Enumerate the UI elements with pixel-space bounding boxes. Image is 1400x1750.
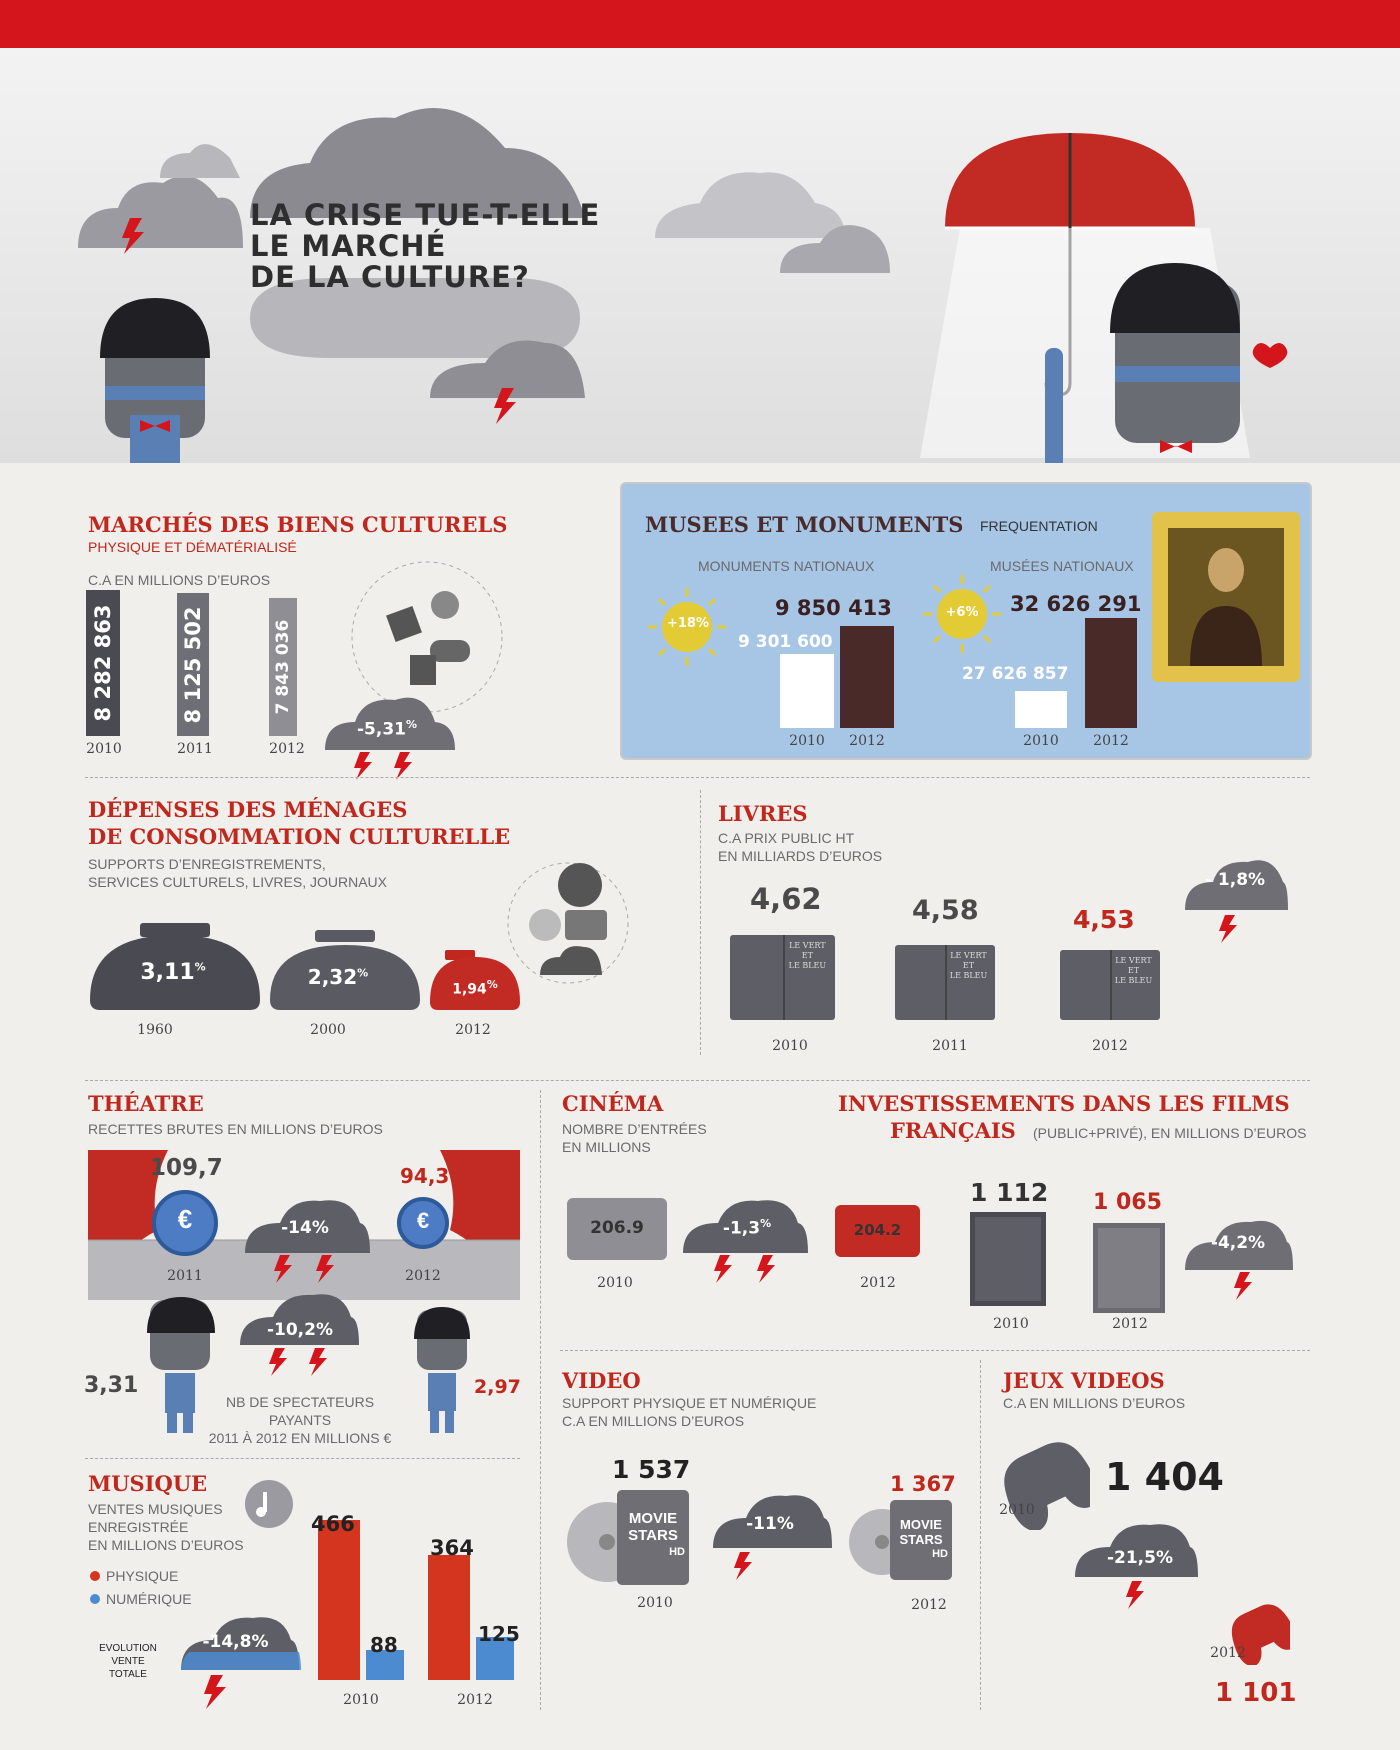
theatre-change-cloud (240, 1195, 370, 1290)
theatre-value-2011: 109,7 (150, 1155, 223, 1181)
main-title-line-3: DE LA CULTURE? (250, 260, 530, 294)
main-title-line-2: LE MARCHÉ (250, 229, 447, 263)
biens-bar-label: 8 125 502 (181, 606, 205, 723)
euro-icon-2011: € (177, 1204, 193, 1234)
musique-year-2012: 2012 (457, 1692, 493, 1708)
divider-vertical-1 (700, 790, 701, 1055)
depenses-title-2: DE CONSOMMATION CULTURELLE (88, 824, 511, 849)
hero-illustration (0, 48, 1400, 463)
depenses-2012-value: 1,94 (452, 981, 487, 998)
divider-2 (85, 1080, 1310, 1081)
euro-icon-2012: € (416, 1208, 430, 1233)
jeux-value-2012: 1 101 (1215, 1678, 1297, 1708)
biens-change-unit: % (405, 718, 418, 731)
livres-title: LIVRES (718, 801, 808, 826)
jeux-value-2010: 1 404 (1105, 1455, 1224, 1499)
livres-change: - 1,8% (1204, 870, 1266, 890)
musees-bar-2012 (1085, 618, 1137, 728)
records-circle-icons (500, 855, 630, 995)
theatre-value-2012: 94,3 (400, 1164, 450, 1188)
cinema-value-2010: 206.9 (590, 1218, 644, 1238)
depenses-2012-unit: % (486, 978, 498, 991)
jeux-change: -21,5% (1106, 1548, 1174, 1568)
depenses-year-2012: 2012 (455, 1022, 491, 1038)
biens-bar-chart (78, 590, 338, 740)
livres-year-2011: 2011 (932, 1038, 968, 1054)
theatre-year-2011: 2011 (167, 1268, 203, 1284)
divider-1 (85, 777, 1310, 778)
video-year-2012: 2012 (911, 1597, 947, 1613)
legend-numerique-marker (90, 1594, 100, 1604)
musees-value-2010: 27 626 857 (962, 664, 1069, 684)
films-year-2010: 2010 (993, 1316, 1029, 1332)
biens-change-value: -5,31 (356, 719, 406, 740)
cassette-icon (565, 910, 607, 940)
musees-subtitle: FREQUENTATION (980, 518, 1098, 534)
film-strip-icon (410, 655, 436, 685)
sad-boy (100, 298, 210, 463)
book-cover-line: LE BLEU (1114, 976, 1153, 985)
films-sub: (PUBLIC+PRIVÉ), EN MILLIONS D’EUROS (1033, 1125, 1307, 1141)
monuments-change: +18% (666, 616, 709, 631)
biens-bar-2012 (269, 598, 297, 736)
book-cover-line: LE VERT (1115, 956, 1152, 965)
depenses-2000-value-wrap (278, 965, 398, 989)
video-box-2010-line3: HD (669, 1546, 685, 1558)
biens-bar-2010 (86, 590, 120, 736)
musique-sub-3: EN MILLIONS D’EUROS (88, 1537, 244, 1553)
musees-change: +6% (945, 605, 979, 620)
biens-subtitle: PHYSIQUE ET DÉMATÉRIALISÉ (88, 539, 297, 555)
cd-icon (529, 909, 561, 941)
livres-book-2010 (730, 935, 835, 1020)
depenses-sub-1: SUPPORTS D’ENREGISTREMENTS, (88, 856, 326, 872)
livres-value-2012: 4,53 (1073, 905, 1135, 934)
films-value-2010: 1 112 (970, 1178, 1049, 1207)
cinema-year-2010: 2010 (597, 1275, 633, 1291)
monuments-bar-2010 (780, 654, 834, 728)
video-sub-2: C.A EN MILLIONS D’EUROS (562, 1413, 745, 1429)
video-change: -11% (746, 1514, 794, 1534)
cinema-change-label (712, 1217, 782, 1239)
musique-label-physique-2010: 466 (311, 1512, 355, 1536)
biens-year-2011: 2011 (177, 741, 213, 757)
book-cover-text (1111, 956, 1156, 986)
livres-book-2011 (895, 945, 995, 1020)
music-note-icon (431, 591, 459, 619)
spectator-right (412, 1305, 472, 1435)
book-cover-line: ET (801, 951, 813, 960)
cinema-change-unit: % (760, 1217, 772, 1230)
cinema-sub-1: NOMBRE D’ENTRÉES (562, 1121, 707, 1137)
video-sub-1: SUPPORT PHYSIQUE ET NUMÉRIQUE (562, 1395, 817, 1411)
mona-lisa-painting (1150, 510, 1302, 685)
monuments-year-2012: 2012 (849, 733, 885, 749)
book-cover-line: ET (962, 961, 975, 970)
livres-year-2010: 2010 (772, 1038, 808, 1054)
spectators-label-2: PAYANTS (268, 1412, 332, 1428)
biens-title: MARCHÉS DES BIENS CULTURELS (88, 512, 508, 537)
cinema-sub-2: EN MILLIONS (562, 1139, 651, 1155)
monuments-label: MONUMENTS NATIONAUX (698, 558, 875, 574)
divider-vertical-2 (540, 1090, 541, 1710)
musique-sub-2: ENREGISTRÉE (88, 1519, 189, 1535)
vinyl-icon (558, 863, 602, 907)
video-box-2010-line2: STARS (628, 1527, 678, 1544)
book-cover-line: LE BLEU (788, 961, 827, 970)
biens-year-2010: 2010 (86, 741, 122, 757)
video-change-cloud (708, 1490, 833, 1590)
musique-label-physique-2012: 364 (430, 1536, 474, 1560)
musique-bar-physique-2010 (318, 1520, 360, 1680)
musique-title: MUSIQUE (88, 1471, 208, 1496)
divider-vertical-3 (980, 1360, 981, 1710)
monuments-bar-2012 (840, 626, 894, 728)
spectators-label (205, 1393, 395, 1447)
jeux-year-2012: 2012 (1210, 1645, 1246, 1661)
musees-bar-2010 (1015, 691, 1067, 728)
jeux-sub: C.A EN MILLIONS D’EUROS (1003, 1395, 1186, 1411)
spectators-value-2012: 2,97 (474, 1376, 521, 1398)
musique-change: -14,8% (202, 1632, 269, 1652)
book-cover-line: LE VERT (789, 941, 826, 950)
depenses-year-1960: 1960 (137, 1022, 173, 1038)
biens-change-label (352, 718, 422, 740)
main-title-line-1: LA CRISE TUE-T-ELLE (250, 198, 601, 232)
legend-numerique-label: NUMÉRIQUE (106, 1591, 192, 1607)
film-icon (386, 606, 422, 642)
livres-year-2012: 2012 (1092, 1038, 1128, 1054)
book-cover-text (946, 951, 991, 981)
book-cover-line: ET (1127, 966, 1140, 975)
cinema-value-2012: 204.2 (853, 1221, 902, 1239)
musees-value-2012: 32 626 291 (1010, 592, 1142, 616)
films-reel-2010 (970, 1212, 1046, 1306)
jeux-year-2010: 2010 (999, 1502, 1035, 1518)
cinema-change-value: -1,3 (722, 1218, 761, 1239)
video-box-2010-text (617, 1510, 689, 1561)
films-year-2012: 2012 (1112, 1316, 1148, 1332)
livres-book-2012 (1060, 950, 1160, 1020)
video-box-2012-line2: STARS (899, 1532, 943, 1547)
cinema-year-2012: 2012 (860, 1275, 896, 1291)
spectators-label-1: NB DE SPECTATEURS (225, 1394, 375, 1410)
book-cover-line: LE BLEU (949, 971, 988, 980)
top-banner (0, 0, 1400, 48)
livres-value-2011: 4,58 (912, 895, 979, 926)
musees-label: MUSÉES NATIONAUX (990, 558, 1134, 574)
monuments-value-2010: 9 301 600 (738, 632, 833, 652)
depenses-2000-unit: % (357, 966, 369, 980)
films-change-cloud (1180, 1210, 1295, 1310)
spectators-value-2011: 3,31 (84, 1373, 139, 1398)
depenses-year-2000: 2000 (310, 1022, 346, 1038)
films-title-2: FRANÇAIS (890, 1118, 1016, 1143)
musees-title: MUSEES ET MONUMENTS (645, 512, 964, 537)
divider-3 (85, 1458, 520, 1459)
livres-change-cloud (1180, 850, 1290, 950)
theatre-sub: RECETTES BRUTES EN MILLIONS D’EUROS (88, 1121, 383, 1137)
evo-line-1: EVOLUTION (99, 1643, 157, 1654)
monuments-year-2010: 2010 (789, 733, 825, 749)
book-cover-line: LE VERT (950, 951, 987, 960)
musique-label-numerique-2012: 125 (478, 1622, 520, 1646)
depenses-1960-value-wrap (108, 960, 238, 985)
depenses-title-1: DÉPENSES DES MÉNAGES (88, 797, 408, 822)
legend-physique-marker (90, 1571, 100, 1581)
biens-bar-2011 (177, 593, 209, 736)
video-value-2010: 1 537 (612, 1455, 691, 1484)
musique-sub-1: VENTES MUSIQUES (88, 1501, 223, 1517)
divider-4 (560, 1350, 1310, 1351)
depenses-2000-value: 2,32 (307, 965, 358, 989)
main-title (250, 200, 600, 293)
video-box-2012-line3: HD (932, 1548, 948, 1560)
music-note-icon (243, 1478, 295, 1530)
video-value-2012: 1 367 (890, 1472, 956, 1496)
depenses-1960-unit: % (194, 960, 206, 974)
films-value-2012: 1 065 (1093, 1190, 1162, 1215)
umbrella-boy (920, 133, 1287, 463)
cinema-change-cloud (678, 1195, 813, 1290)
evo-line-2: VENTE (111, 1656, 145, 1667)
legend-physique-label: PHYSIQUE (106, 1568, 179, 1584)
musique-label-numerique-2010: 88 (370, 1633, 398, 1657)
jeux-title: JEUX VIDEOS (1003, 1368, 1165, 1393)
video-box-2012-text (890, 1517, 952, 1562)
livres-sub-1: C.A PRIX PUBLIC HT (718, 830, 855, 846)
video-box-2012-line1: MOVIE (900, 1517, 942, 1532)
musique-evolution-label (88, 1642, 168, 1681)
theatre-year-2012: 2012 (405, 1268, 441, 1284)
theatre-change: -14% (281, 1218, 329, 1238)
musees-year-2012: 2012 (1093, 733, 1129, 749)
films-title-1: INVESTISSEMENTS DANS LES FILMS (838, 1091, 1290, 1116)
biens-bar-label: 7 843 036 (273, 619, 293, 715)
films-change: -4,2% (1210, 1233, 1266, 1253)
video-year-2010: 2010 (637, 1595, 673, 1611)
spectators-label-3: 2011 À 2012 EN MILLIONS € (208, 1430, 392, 1446)
musique-bar-physique-2012 (428, 1555, 470, 1680)
biens-unit: C.A EN MILLIONS D’EUROS (88, 572, 271, 588)
biens-bar-label: 8 282 863 (91, 604, 115, 722)
cinema-title: CINÉMA (562, 1091, 664, 1116)
livres-value-2010: 4,62 (750, 882, 822, 916)
musique-change-cloud (176, 1600, 301, 1710)
depenses-1960-value: 3,11 (140, 960, 195, 985)
spectators-change: -10,2% (266, 1320, 334, 1340)
video-title: VIDEO (562, 1368, 641, 1393)
depenses-sub-2: SERVICES CULTURELS, LIVRES, JOURNAUX (88, 874, 388, 890)
musees-year-2010: 2010 (1023, 733, 1059, 749)
livres-sub-2: EN MILLIARDS D’EUROS (718, 848, 883, 864)
biens-year-2012: 2012 (269, 741, 305, 757)
monuments-value-2012: 9 850 413 (775, 596, 892, 620)
evo-line-3: TOTALE (109, 1669, 147, 1680)
films-reel-2012 (1093, 1223, 1165, 1313)
theatre-title: THÉATRE (88, 1091, 204, 1116)
video-box-2010-line1: MOVIE (628, 1510, 678, 1527)
book-cover-text (784, 941, 831, 971)
musique-year-2010: 2010 (343, 1692, 379, 1708)
